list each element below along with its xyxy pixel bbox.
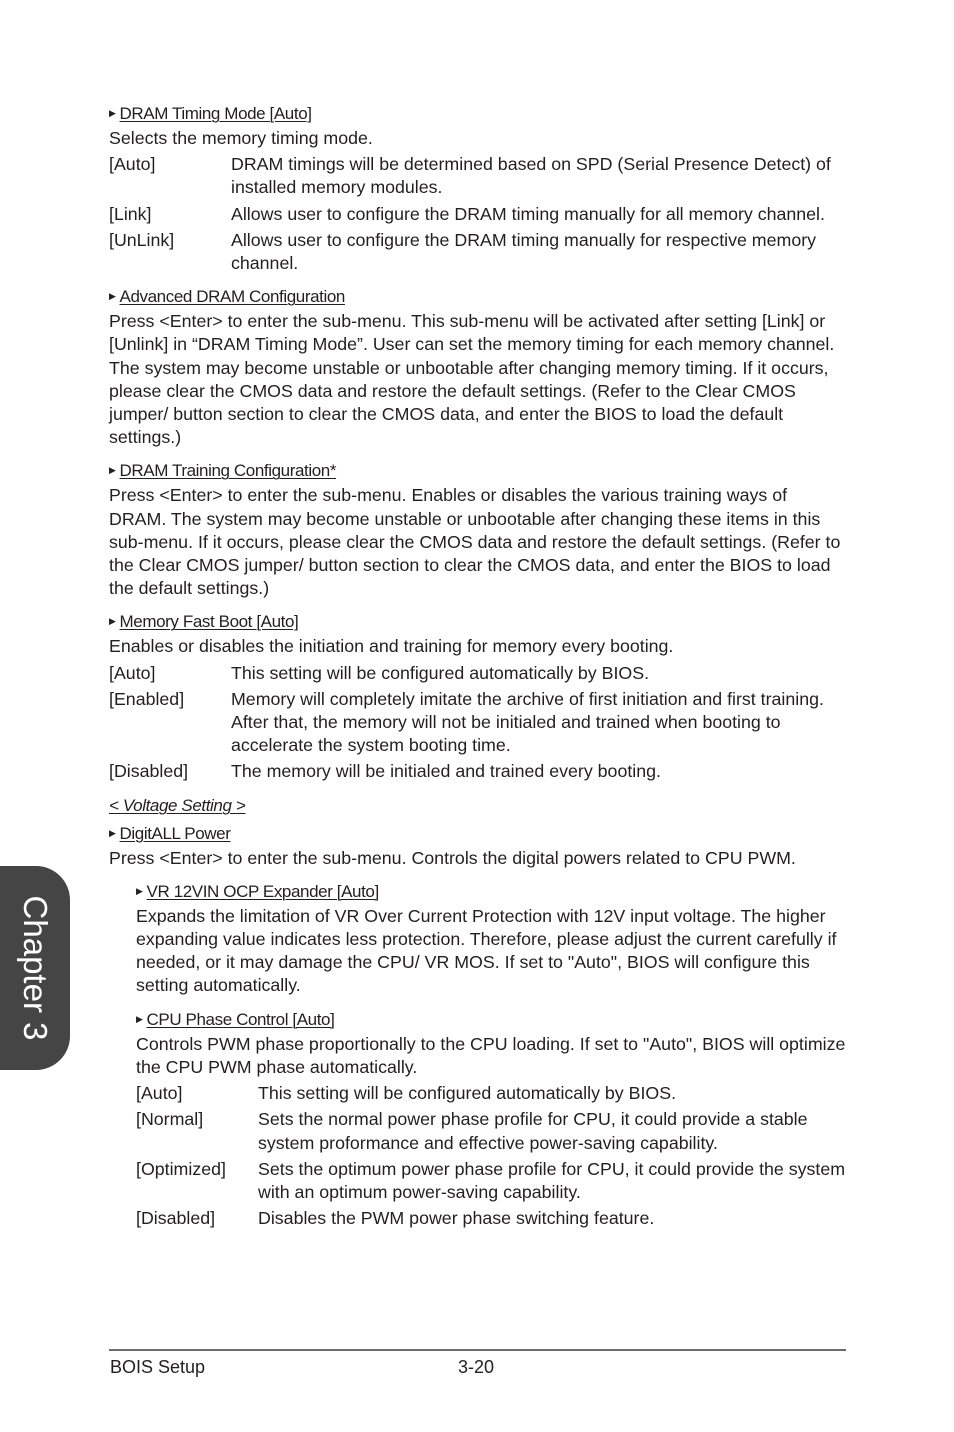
option-row xyxy=(109,662,849,685)
option-key: [Auto] xyxy=(109,154,156,175)
heading-advanced-dram: ▶ Advanced DRAM Configuration xyxy=(109,287,345,307)
option-row xyxy=(136,1207,849,1230)
option-row xyxy=(136,1108,849,1154)
footer-divider xyxy=(109,1349,846,1351)
heading-dram-training: ▶ DRAM Training Configuration* xyxy=(109,461,337,481)
option-key: [Disabled] xyxy=(136,1208,216,1229)
heading-memory-fast-boot: ▶ Memory Fast Boot [Auto] xyxy=(109,612,299,632)
triangle-marker-icon: ▶ xyxy=(136,1013,143,1024)
voltage-setting-heading: < Voltage Setting > xyxy=(109,795,246,815)
paragraph: Controls PWM phase proportionally to the CPU loading. If set to "Auto", BIOS will optimize the CPU PWM phase automatically. xyxy=(136,1033,846,1077)
triangle-marker-icon: ▶ xyxy=(109,108,116,118)
paragraph: Selects the memory timing mode. xyxy=(109,128,373,148)
triangle-marker-icon: ▶ xyxy=(109,465,116,476)
triangle-marker-icon: ▶ xyxy=(109,616,116,627)
option-key: [Auto] xyxy=(109,662,156,683)
digitall-submenu xyxy=(136,880,849,1230)
option-row xyxy=(109,203,849,226)
option-desc: Sets the normal power phase profile for CPU, it could provide a stable system proformance and effective power-saving capability. xyxy=(258,1109,808,1153)
paragraph: Enables or disables the initiation and training for memory every booting. xyxy=(109,636,674,657)
heading-cpu-phase: ▶ CPU Phase Control [Auto] xyxy=(136,1009,335,1029)
chapter-tab xyxy=(0,866,70,1070)
triangle-marker-icon: ▶ xyxy=(136,885,143,896)
heading-digitall-power: ▶ DigitALL Power xyxy=(109,823,231,843)
option-key: [Link] xyxy=(109,203,152,224)
option-desc: Allows user to configure the DRAM timing manually for all memory channel. xyxy=(231,203,825,224)
option-key: [Optimized] xyxy=(136,1158,226,1179)
option-key: [Auto] xyxy=(136,1083,183,1104)
option-desc: This setting will be configured automatically by BIOS. xyxy=(231,662,650,683)
option-row xyxy=(109,760,849,783)
option-desc: Memory will completely imitate the archive of first initiation and first training. After that, the memory will not be initialed and trained when booting to accelerate the system booting time. xyxy=(231,688,824,756)
triangle-marker-icon: ▶ xyxy=(109,291,116,302)
option-desc: Sets the optimum power phase profile for CPU, it could provide the system with an optimum power-saving capability. xyxy=(258,1158,846,1202)
chapter-label: Chapter 3 xyxy=(17,895,54,1041)
option-row xyxy=(109,688,849,758)
heading-dram-timing-mode: ▶ DRAM Timing Mode [Auto] xyxy=(109,104,312,123)
footer-section-title: BOIS Setup xyxy=(110,1357,206,1377)
option-row xyxy=(109,153,849,199)
option-key: [Normal] xyxy=(136,1109,204,1130)
paragraph: Press <Enter> to enter the sub-menu. Controls the digital powers related to CPU PWM. xyxy=(109,847,796,868)
option-desc: DRAM timings will be determined based on SPD (Serial Presence Detect) of installed memory modules. xyxy=(231,154,831,198)
option-row xyxy=(136,1158,849,1204)
option-row xyxy=(136,1082,849,1105)
page-content xyxy=(109,102,849,1230)
option-desc: Disables the PWM power phase switching feature. xyxy=(258,1208,655,1229)
option-key: [Enabled] xyxy=(109,688,185,709)
option-desc: Allows user to configure the DRAM timing manually for respective memory channel. xyxy=(231,229,817,274)
paragraph: Press <Enter> to enter the sub-menu. This sub-menu will be activated after setting [Link] or [Unlink] in “DRAM Timing Mode”. User can set the memory timing for each memory channel. The system may become unstable or unbootable after changing memory timing. If it occurs, please clear the CMOS data and restore the default settings. (Refer to the Clear CMOS jumper/ button section to clear the CMOS data, and enter the BIOS to load the default settings.) xyxy=(109,311,835,448)
option-key: [UnLink] xyxy=(109,229,175,250)
page-number: 3-20 xyxy=(458,1357,495,1377)
triangle-marker-icon: ▶ xyxy=(109,827,116,838)
option-row xyxy=(109,229,849,275)
paragraph: Expands the limitation of VR Over Current Protection with 12V input voltage. The higher expanding value indicates less protection. Therefore, please adjust the current carefully if needed, or it may damage the CPU/ VR MOS. If set to "Auto", BIOS will configure this setting automatically. xyxy=(136,905,837,996)
option-desc: This setting will be configured automatically by BIOS. xyxy=(258,1083,677,1104)
heading-vr-12vin: ▶ VR 12VIN OCP Expander [Auto] xyxy=(136,881,379,901)
option-key: [Disabled] xyxy=(109,761,189,782)
paragraph: Press <Enter> to enter the sub-menu. Enables or disables the various training ways of DRAM. The system may become unstable or unbootable after changing these items in this sub-menu. If it occurs, please clear the CMOS data and restore the default settings. (Refer to the Clear CMOS jumper/ button section to clear the CMOS data, and enter the BIOS to load the default settings.) xyxy=(109,485,841,599)
option-desc: The memory will be initialed and trained every booting. xyxy=(231,761,661,782)
